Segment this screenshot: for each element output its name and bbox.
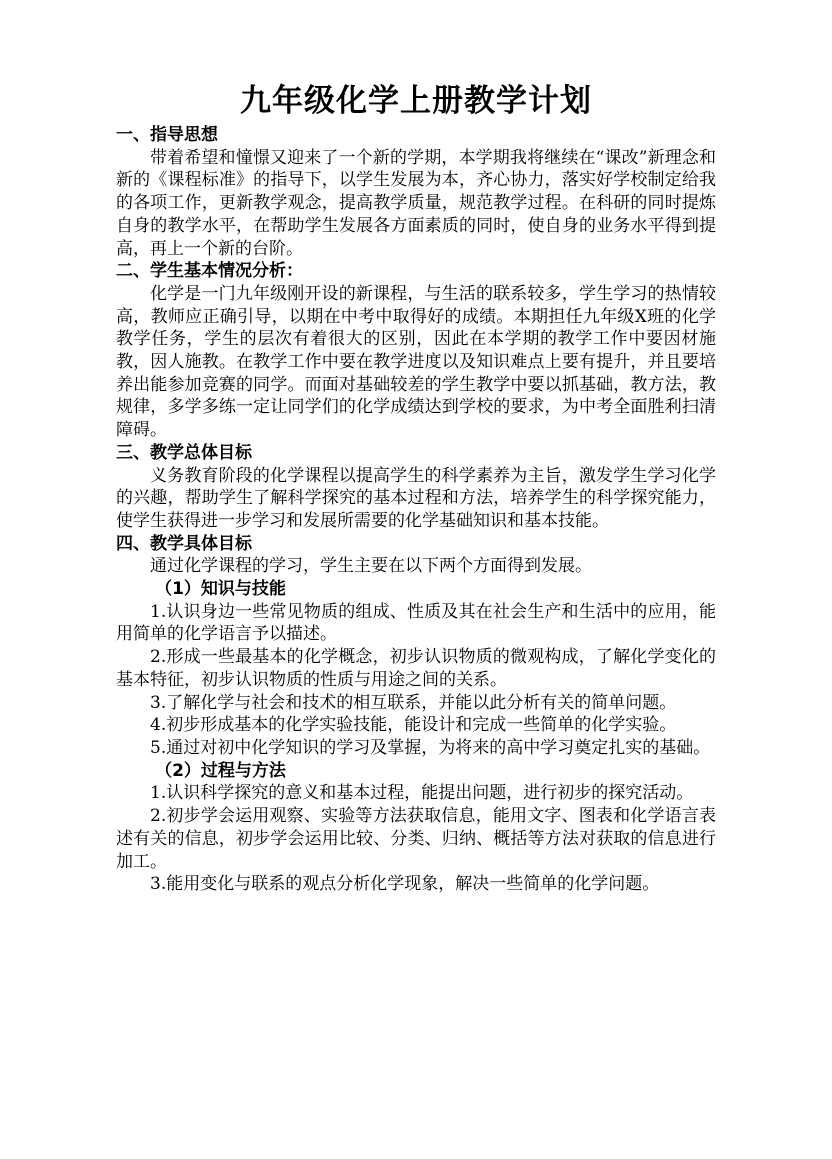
paragraph: 带着希望和憧憬又迎来了一个新的学期，本学期我将继续在“课改”新理念和新的《课程标准》的指导下，以学生发展为本，齐心协力，落实好学校制定给我的各项工作，更新教学观念，提高教学质量，规范教学过程。在科研的同时提炼自身的教学水平，在帮助学生发展各方面素质的同时，使自身的业务水平得到提高，再上一个新的台阶。 [116,147,716,259]
list-item: 1.认识科学探究的意义和基本过程，能提出问题，进行初步的探究活动。 [150,783,694,804]
list-item: 3.能用变化与联系的观点分析化学现象，解决一些简单的化学问题。 [150,874,660,895]
list-item: 2.初步学会运用观察、实验等方法获取信息，能用文字、图表和化学语言表述有关的信息，初步学会运用比较、分类、归纳、概括等方法对获取的信息进行加工。 [116,806,716,872]
paragraph: 通过化学课程的学习，学生主要在以下两个方面得到发展。 [150,556,592,577]
list-item: 3.了解化学与社会和技术的相互联系，并能以此分析有关的简单问题。 [150,692,677,713]
list-item: 2.形成一些最基本的化学概念，初步认识物质的微观构成，了解化学变化的基本特征，初步认识物质的性质与用途之间的关系。 [116,647,716,690]
subsection-heading: （2）过程与方法 [155,760,286,781]
paragraph: 化学是一门九年级刚开设的新课程，与生活的联系较多，学生学习的热情较高，教师应正确引导，以期在中考中取得好的成绩。本期担任九年级X班的化学教学任务，学生的层次有着很大的区别，因此在本学期的教学工作中要因材施教，因人施教。在教学工作中要在教学进度以及知识难点上要有提升，并且要培养出能参加竞赛的同学。而面对基础较差的学生教学中要以抓基础，教方法，教规律，多学多练一定让同学们的化学成绩达到学校的要求，为中考全面胜利扫清障碍。 [116,283,716,441]
list-item: 5.通过对初中化学知识的学习及掌握，为将来的高中学习奠定扎实的基础。 [150,737,711,758]
document-title: 九年级化学上册教学计划 [240,83,592,119]
section-heading: 四、教学具体目标 [116,533,252,554]
section-heading: 一、指导思想 [116,125,218,145]
list-item: 4.初步形成基本的化学实验技能，能设计和完成一些简单的化学实验。 [150,715,677,736]
document-body [116,124,716,896]
section-heading: 二、学生基本情况分析： [116,261,303,282]
section-heading: 三、教学总体目标 [116,442,252,463]
paragraph: 义务教育阶段的化学课程以提高学生的科学素养为主旨，激发学生学习化学的兴趣，帮助学生了解科学探究的基本过程和方法，培养学生的科学探究能力，使学生获得进一步学习和发展所需要的化学基础知识和基本技能。 [116,465,716,531]
subsection-heading: （1）知识与技能 [155,579,286,600]
list-item: 1.认识身边一些常见物质的组成、性质及其在社会生产和生活中的应用，能用简单的化学语言予以描述。 [116,601,716,645]
